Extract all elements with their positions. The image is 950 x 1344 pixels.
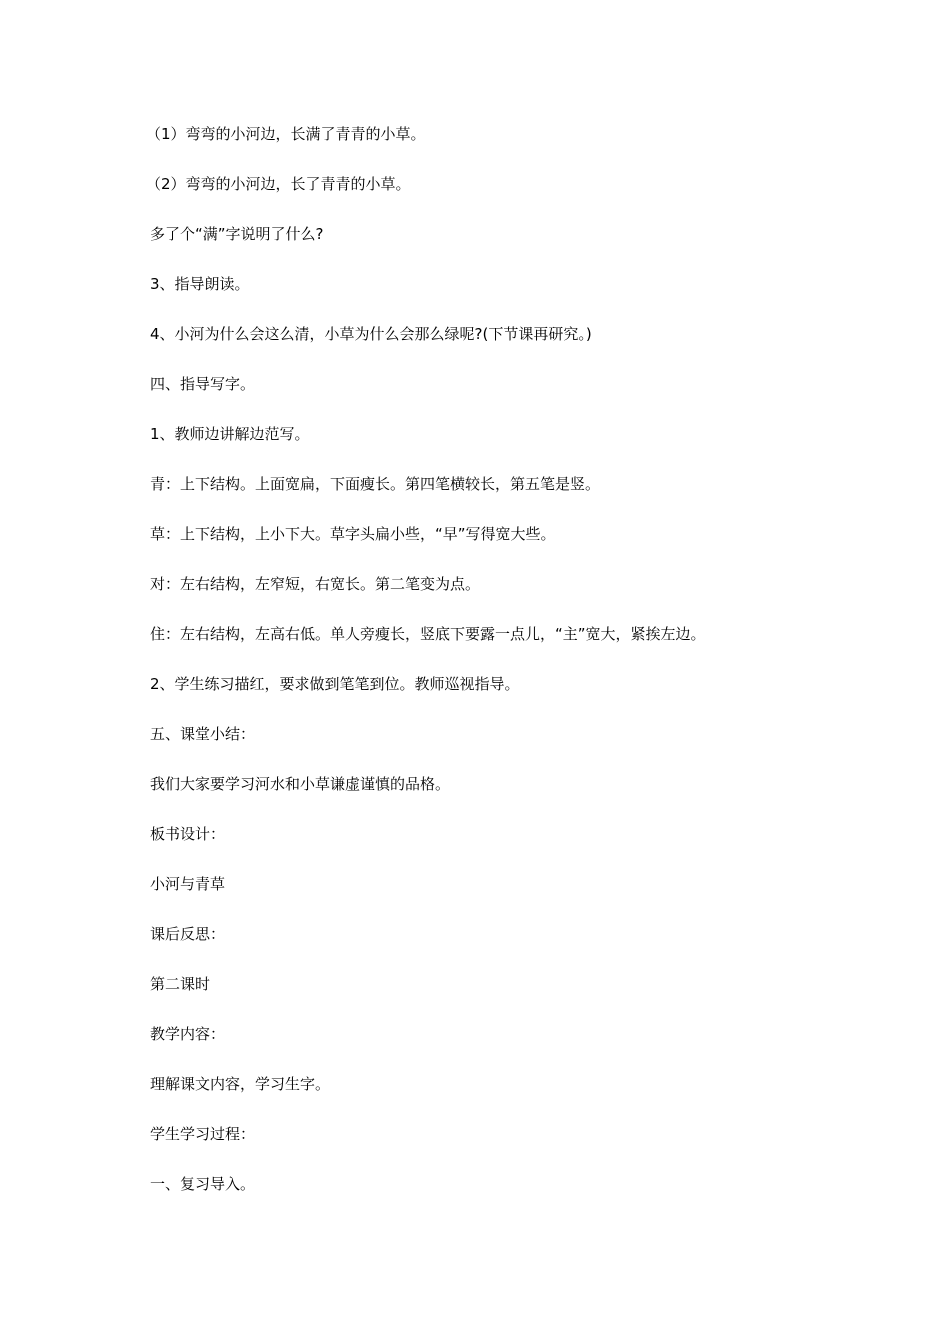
section-heading-second-lesson: 第二课时 [150, 975, 211, 993]
paragraph-teaching-content: 理解课文内容，学习生字。 [150, 1075, 331, 1093]
paragraph-char-qing: 青：上下结构。上面宽扁，下面瘦长。第四笔横较长，第五笔是竖。 [150, 475, 601, 493]
paragraph-step-4: 4、小河为什么会这么清，小草为什么会那么绿呢?(下节课再研究。) [150, 325, 592, 343]
paragraph-char-zhu: 住：左右结构，左高右低。单人旁瘦长，竖底下要露一点儿，“主”宽大，紧挨左边。 [150, 625, 706, 643]
paragraph-board-title: 小河与青草 [150, 875, 226, 893]
paragraph-char-cao: 草：上下结构，上小下大。草字头扁小些，“早”写得宽大些。 [150, 525, 556, 543]
label-teaching-content: 教学内容： [150, 1025, 226, 1043]
section-heading-summary: 五、课堂小结： [150, 725, 256, 743]
paragraph-question: 多了个“满”字说明了什么? [150, 225, 324, 243]
paragraph-example-2: （2）弯弯的小河边，长了青青的小草。 [146, 175, 411, 193]
document-body [146, 124, 910, 1224]
paragraph-example-1: （1）弯弯的小河边，长满了青青的小草。 [146, 125, 426, 143]
label-board-design: 板书设计： [150, 825, 226, 843]
paragraph-summary: 我们大家要学习河水和小草谦虚谨慎的品格。 [150, 775, 451, 793]
paragraph-student-practice: 2、学生练习描红，要求做到笔笔到位。教师巡视指导。 [150, 675, 520, 693]
label-reflection: 课后反思： [150, 925, 226, 943]
section-heading-writing: 四、指导写字。 [150, 375, 256, 393]
label-learning-process: 学生学习过程： [150, 1125, 256, 1143]
paragraph-char-dui: 对：左右结构，左窄短，右宽长。第二笔变为点。 [150, 575, 481, 593]
section-heading-review: 一、复习导入。 [150, 1175, 256, 1193]
paragraph-step-3: 3、指导朗读。 [150, 275, 250, 293]
paragraph-teacher-demo: 1、教师边讲解边范写。 [150, 425, 310, 443]
